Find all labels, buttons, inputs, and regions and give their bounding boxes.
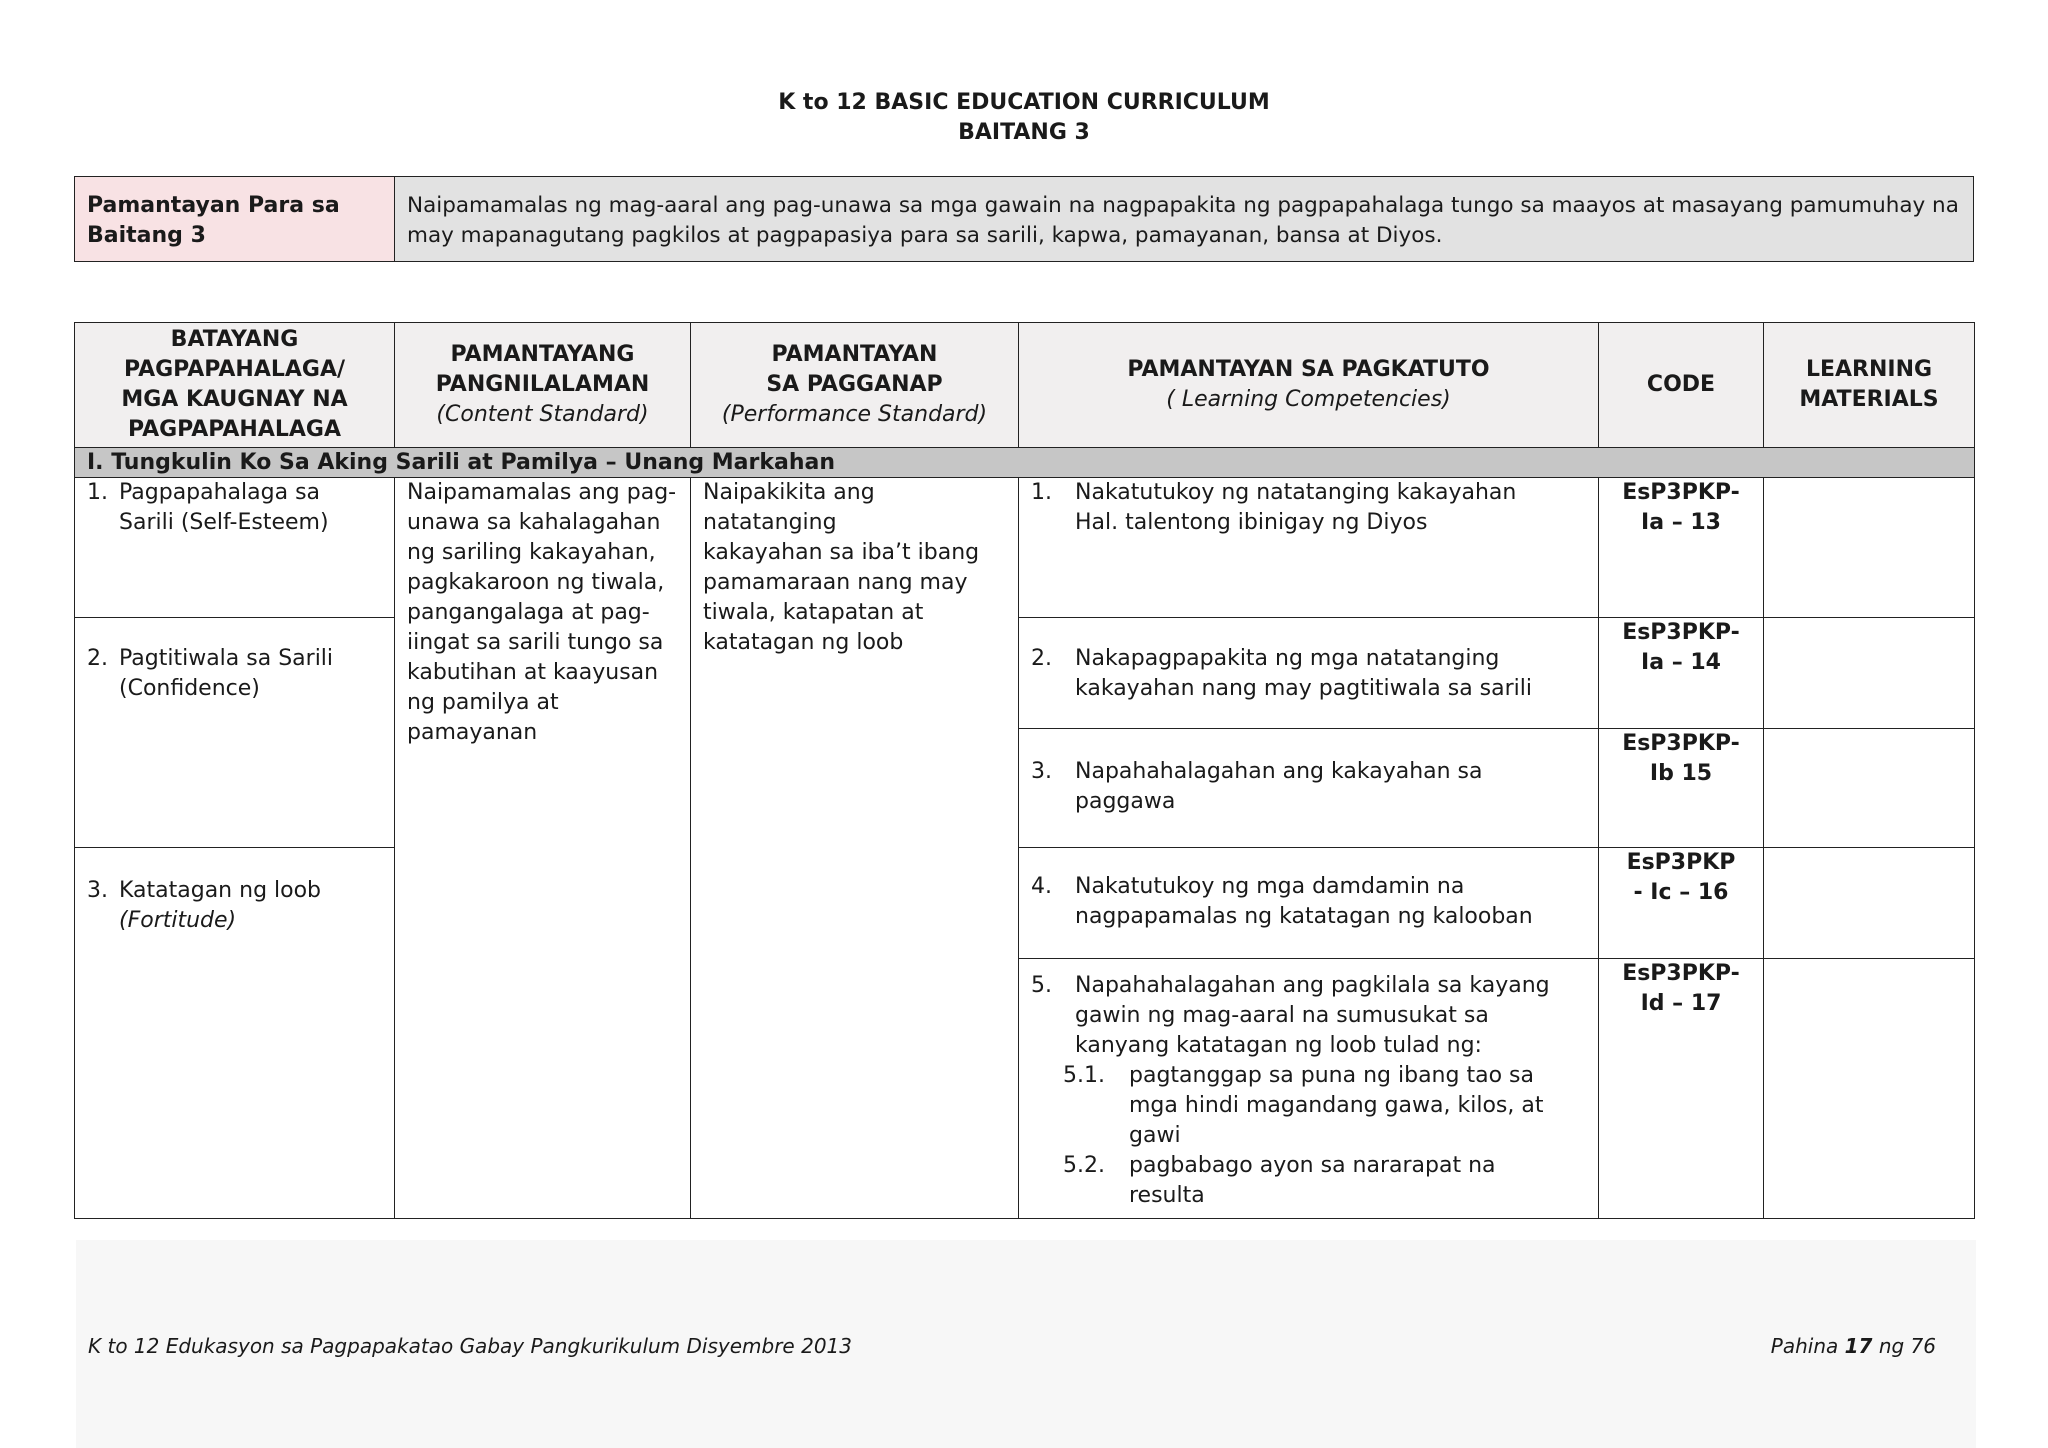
competency-4 xyxy=(1019,848,1599,959)
list-number: 5.1. xyxy=(1063,1063,1105,1088)
list-number: 5.2. xyxy=(1063,1153,1105,1178)
core-value-text: Sarili (Self-Esteem) xyxy=(119,510,329,535)
table-row xyxy=(75,848,1975,959)
list-number: 2. xyxy=(87,646,108,671)
list-number: 3. xyxy=(1031,759,1052,784)
header-text: BATAYANG xyxy=(170,327,299,352)
competency-text: Nakatutukoy ng mga damdamin na xyxy=(1075,874,1465,899)
list-number: 1. xyxy=(87,480,108,505)
footer-document-title: K to 12 Edukasyon sa Pagpapakatao Gabay Pangkurikulum Disyembre 2013 xyxy=(88,1334,852,1358)
header-text: PAMANTAYANG xyxy=(450,342,635,367)
list-number: 5. xyxy=(1031,973,1052,998)
header-subtext: (Content Standard) xyxy=(436,402,649,427)
core-value-text: (Confidence) xyxy=(119,676,260,701)
sub-competency-text: mga hindi magandang gawa, kilos, at xyxy=(1129,1093,1544,1118)
core-value-1 xyxy=(75,478,395,618)
code-text: - Ic – 16 xyxy=(1633,880,1729,905)
list-number: 1. xyxy=(1031,480,1052,505)
competency-text: nagpapamalas ng katatagan ng kalooban xyxy=(1075,904,1533,929)
core-value-2 xyxy=(75,618,395,848)
code-text: Ib 15 xyxy=(1649,761,1713,786)
performance-standard-line: Naipakikita ang natatanging xyxy=(703,480,875,535)
header-subtext: ( Learning Competencies) xyxy=(1166,387,1451,412)
grade-standard-text-line: Naipamamalas ng mag-aaral ang pag-unawa sa mga gawain na nagpapakita ng pagpapahalaga tungo sa maayos at masayang pamumuhay na xyxy=(407,193,1959,218)
competency-text: Napahahalagahan ang kakayahan sa xyxy=(1075,759,1483,784)
content-standard-line: pangangalaga at pag- xyxy=(407,600,650,625)
header-learning-competencies xyxy=(1019,323,1599,448)
header-content-standard xyxy=(395,323,691,448)
page-prefix: Pahina xyxy=(1770,1334,1839,1358)
sub-competency-text: pagbabago ayon sa nararapat na xyxy=(1129,1153,1496,1178)
core-value-text: (Fortitude) xyxy=(119,908,237,933)
code-text: Ia – 14 xyxy=(1641,650,1721,675)
footer-page-number xyxy=(1771,1334,1936,1358)
quarter-row xyxy=(75,448,1975,478)
competency-text: Nakapagpapakita ng mga natatanging xyxy=(1075,646,1500,671)
code-text: Ia – 13 xyxy=(1641,510,1721,535)
competency-text: Napahahalagahan ang pagkilala sa kayang xyxy=(1075,973,1550,998)
performance-standard-line: kakayahan sa iba’t ibang xyxy=(703,540,980,565)
code-text: EsP3PKP- xyxy=(1622,620,1740,645)
content-standard-line: pamayanan xyxy=(407,720,538,745)
sub-competency-text: resulta xyxy=(1129,1183,1205,1208)
grade-standard-label-line: Pamantayan Para sa xyxy=(87,193,340,218)
core-value-3 xyxy=(75,848,395,1219)
curriculum-table xyxy=(74,322,1975,1219)
grade-standard-label-line: Baitang 3 xyxy=(87,223,206,248)
header-learning-materials xyxy=(1764,323,1975,448)
sub-competency-text: pagtanggap sa puna ng ibang tao sa xyxy=(1129,1063,1534,1088)
content-standard-line: unawa sa kahalagahan xyxy=(407,510,661,535)
list-number: 3. xyxy=(87,878,108,903)
title-line-1: K to 12 BASIC EDUCATION CURRICULUM xyxy=(778,90,1270,115)
content-standard-line: Naipamamalas ang pag- xyxy=(407,480,677,505)
header-performance-standard xyxy=(691,323,1019,448)
materials-cell-3 xyxy=(1764,729,1975,848)
title-line-2: BAITANG 3 xyxy=(958,120,1090,145)
competency-text: Nakatutukoy ng natatanging kakayahan xyxy=(1075,480,1517,505)
header-core-values xyxy=(75,323,395,448)
document-title xyxy=(0,88,2048,148)
sub-competency-5-1 xyxy=(1031,1061,1586,1151)
sub-competency-text: gawi xyxy=(1129,1123,1181,1148)
table-row xyxy=(75,478,1975,618)
competency-text: kakayahan nang may pagtitiwala sa sarili xyxy=(1075,676,1532,701)
code-text: Id – 17 xyxy=(1640,991,1722,1016)
content-standard-line: ng sariling kakayahan, xyxy=(407,540,656,565)
code-text: EsP3PKP- xyxy=(1622,961,1740,986)
table-row xyxy=(75,618,1975,729)
code-text: EsP3PKP- xyxy=(1622,731,1740,756)
list-number: 2. xyxy=(1031,646,1052,671)
competency-1 xyxy=(1019,478,1599,618)
content-standard-cell xyxy=(395,478,691,1219)
table-header-row xyxy=(75,323,1975,448)
content-standard-line: kabutihan at kaayusan xyxy=(407,660,659,685)
header-text: MATERIALS xyxy=(1799,387,1939,412)
page-number: 17 xyxy=(1844,1334,1873,1358)
quarter-title: I. Tungkulin Ko Sa Aking Sarili at Pamilya – Unang Markahan xyxy=(75,448,1975,478)
materials-cell-2 xyxy=(1764,618,1975,729)
competency-5 xyxy=(1019,959,1599,1219)
core-value-text: Pagtitiwala sa Sarili xyxy=(119,646,334,671)
content-standard-line: pagkakaroon ng tiwala, xyxy=(407,570,665,595)
header-text: PAGPAPAHALAGA xyxy=(127,417,342,442)
code-text: EsP3PKP- xyxy=(1622,480,1740,505)
header-text: LEARNING xyxy=(1805,357,1933,382)
code-text: EsP3PKP xyxy=(1626,850,1736,875)
header-subtext: (Performance Standard) xyxy=(721,402,988,427)
performance-standard-line: tiwala, katapatan at xyxy=(703,600,924,625)
materials-cell-4 xyxy=(1764,848,1975,959)
competency-text: Hal. talentong ibinigay ng Diyos xyxy=(1075,510,1428,535)
header-text: PAMANTAYAN SA PAGKATUTO xyxy=(1127,357,1490,382)
grade-standard-text-line: may mapanagutang pagkilos at pagpapasiya para sa sarili, kapwa, pamayanan, bansa at Diyos. xyxy=(407,223,1443,248)
grade-standard-label xyxy=(75,177,395,261)
core-value-text: Katatagan ng loob xyxy=(119,878,322,903)
performance-standard-line: katatagan ng loob xyxy=(703,630,904,655)
grade-standard-box xyxy=(74,176,1974,262)
competency-text: kanyang katatagan ng loob tulad ng: xyxy=(1075,1033,1482,1058)
content-standard-line: ng pamilya at xyxy=(407,690,559,715)
content-standard-line: iingat sa sarili tungo sa xyxy=(407,630,664,655)
list-number: 4. xyxy=(1031,874,1052,899)
code-cell-4 xyxy=(1599,848,1764,959)
competency-text: gawin ng mag-aaral na sumusukat sa xyxy=(1075,1003,1489,1028)
grade-standard-text xyxy=(395,177,1973,261)
materials-cell-1 xyxy=(1764,478,1975,618)
header-text: PAMANTAYAN xyxy=(771,342,938,367)
competency-2 xyxy=(1019,618,1599,729)
code-cell-2 xyxy=(1599,618,1764,729)
sub-competency-5-2 xyxy=(1031,1151,1586,1211)
materials-cell-5 xyxy=(1764,959,1975,1219)
header-text: SA PAGGANAP xyxy=(766,372,943,397)
code-cell-5 xyxy=(1599,959,1764,1219)
page-suffix: ng 76 xyxy=(1878,1334,1936,1358)
competency-3 xyxy=(1019,729,1599,848)
performance-standard-line: pamamaraan nang may xyxy=(703,570,968,595)
code-cell-3 xyxy=(1599,729,1764,848)
header-text: MGA KAUGNAY NA xyxy=(121,387,348,412)
core-value-text: Pagpapahalaga sa xyxy=(119,480,321,505)
competency-text: paggawa xyxy=(1075,789,1176,814)
header-text: PAGPAPAHALAGA/ xyxy=(123,357,346,382)
code-cell-1 xyxy=(1599,478,1764,618)
header-code: CODE xyxy=(1599,323,1764,448)
performance-standard-cell xyxy=(691,478,1019,1219)
header-text: PANGNILALAMAN xyxy=(435,372,650,397)
